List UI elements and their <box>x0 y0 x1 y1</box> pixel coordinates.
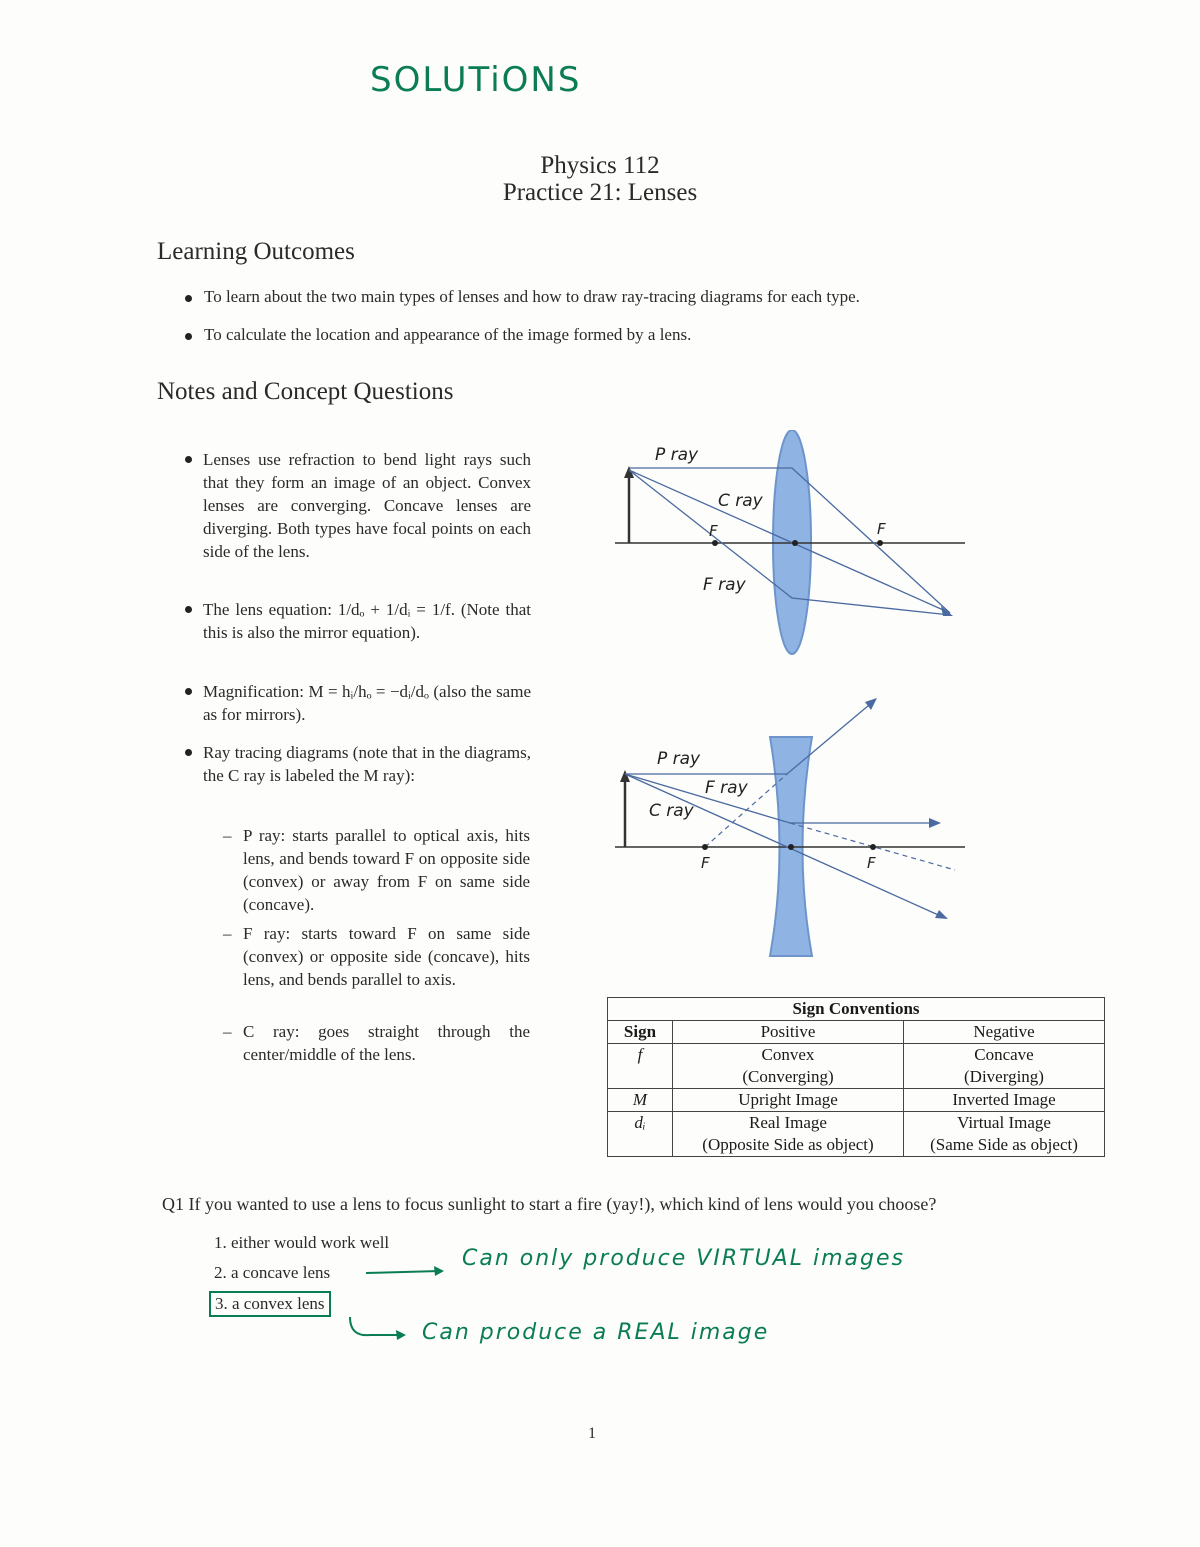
focal-point-right <box>870 844 876 850</box>
focal-point-left <box>712 540 718 546</box>
table-cell: f <box>608 1044 673 1067</box>
sign-conventions-table <box>607 997 1105 1157</box>
table-row <box>608 1066 1105 1089</box>
table-cell: (Diverging) <box>904 1066 1105 1089</box>
bullet-icon <box>185 295 192 302</box>
sub-bullet-text: C ray: goes straight through the center/middle of the lens. <box>243 1022 530 1064</box>
table-header-positive: Positive <box>673 1021 904 1044</box>
note-bullet-3 <box>203 680 531 726</box>
table-cell: (Converging) <box>673 1066 904 1089</box>
c-ray-label: C ray <box>649 801 694 821</box>
table-cell <box>608 1066 673 1089</box>
lens-center <box>788 844 794 850</box>
table-cell: Convex <box>673 1044 904 1067</box>
annotation-concave: Can only produce VIRTUAL images <box>462 1246 905 1271</box>
focal-label-left: F <box>701 854 710 872</box>
table-cell: Concave <box>904 1044 1105 1067</box>
table-row <box>608 1089 1105 1112</box>
practice-title: Practice 21: Lenses <box>502 179 698 206</box>
convex-lens-diagram <box>605 430 975 660</box>
sub-bullet-text: F ray: starts toward F on same side (convex) or opposite side (concave), hits lens, and bends parallel to axis. <box>243 924 530 989</box>
p-ray-label: P ray <box>657 749 701 769</box>
table-header-sign: Sign <box>608 1021 673 1044</box>
table-cell: Upright Image <box>673 1089 904 1112</box>
ray-arrow-head <box>929 818 941 828</box>
option-2: 2. a concave lens <box>214 1263 331 1282</box>
bullet-icon <box>185 456 192 463</box>
sub-bullet-text: P ray: starts parallel to optical axis, hits lens, and bends toward F on opposite side (convex) or away from F on same side (concave). <box>243 826 530 914</box>
table-header-negative: Negative <box>904 1021 1105 1044</box>
bullet-icon <box>185 688 192 695</box>
lens-center <box>792 540 798 546</box>
note-text: Magnification: M = hᵢ/hₒ = −dᵢ/dₒ (also the same as for mirrors). <box>203 682 531 724</box>
table-cell: dᵢ <box>608 1112 673 1135</box>
outcome-item-2 <box>185 324 1045 346</box>
sub-bullet-p-ray <box>223 824 530 916</box>
focal-point-right <box>877 540 883 546</box>
question-1 <box>162 1194 1062 1215</box>
arrow-line <box>350 1317 402 1335</box>
table-row <box>608 1134 1105 1157</box>
note-text: Ray tracing diagrams (note that in the diagrams, the C ray is labeled the M ray): <box>203 743 531 785</box>
table-cell <box>608 1134 673 1157</box>
table-cell: (Same Side as object) <box>904 1134 1105 1157</box>
bullet-icon <box>185 749 192 756</box>
outcome-item-1 <box>185 286 1045 308</box>
table-cell: (Opposite Side as object) <box>673 1134 904 1157</box>
arrow-line <box>366 1271 440 1273</box>
notes-heading: Notes and Concept Questions <box>157 378 454 405</box>
note-bullet-1 <box>203 448 531 563</box>
bullet-icon <box>185 606 192 613</box>
c-ray-label: C ray <box>718 491 763 511</box>
arrow-head-icon <box>434 1266 444 1276</box>
sub-bullet-c-ray <box>223 1020 530 1066</box>
option-3-circled: 3. a convex lens <box>209 1291 331 1317</box>
note-text: Lenses use refraction to bend light rays such that they form an image of an object. Convex lenses are converging. Concave lenses are diverging. Both types have focal points on each side of the lens. <box>203 450 531 561</box>
p-ray-label: P ray <box>655 445 699 465</box>
question-text: If you wanted to use a lens to focus sunlight to start a fire (yay!), which kind of lens would you choose? <box>188 1194 937 1214</box>
concave-lens-diagram <box>605 690 975 965</box>
table-cell: Virtual Image <box>904 1112 1105 1135</box>
note-bullet-2 <box>203 598 531 644</box>
ray-arrow-head <box>865 698 877 710</box>
note-text: The lens equation: 1/dₒ + 1/dᵢ = 1/f. (Note that this is also the mirror equation). <box>203 600 531 642</box>
course-title: Physics 112 <box>540 152 660 179</box>
ray-arrow-head <box>941 606 953 616</box>
focal-point-left <box>702 844 708 850</box>
focal-label-right: F <box>877 520 886 538</box>
ray-arrow-head <box>935 910 948 919</box>
dash-marker: – <box>223 924 232 943</box>
annotation-arrows <box>340 1255 460 1375</box>
table-cell: Inverted Image <box>904 1089 1105 1112</box>
table-row <box>608 1044 1105 1067</box>
annotation-convex: Can produce a REAL image <box>422 1320 770 1345</box>
focal-label-right: F <box>867 854 876 872</box>
table-cell: M <box>608 1089 673 1112</box>
table-title: Sign Conventions <box>608 998 1105 1021</box>
outcome-text: To learn about the two main types of lenses and how to draw ray-tracing diagrams for each type. <box>204 287 860 306</box>
arrow-head-icon <box>396 1330 406 1340</box>
learning-outcomes-heading: Learning Outcomes <box>157 238 355 265</box>
handwritten-solutions-title: SOLUTiONS <box>370 60 582 100</box>
question-label: Q1 <box>162 1194 184 1214</box>
f-ray-label: F ray <box>703 575 746 595</box>
option-1: 1. either would work well <box>214 1233 390 1252</box>
sub-bullet-f-ray <box>223 922 530 991</box>
table-row <box>608 1112 1105 1135</box>
note-bullet-4 <box>203 741 531 787</box>
page-number: 1 <box>588 1425 596 1442</box>
f-ray-label: F ray <box>705 778 748 798</box>
dash-marker: – <box>223 826 232 845</box>
bullet-icon <box>185 333 192 340</box>
dash-marker: – <box>223 1022 232 1041</box>
table-cell: Real Image <box>673 1112 904 1135</box>
outcome-text: To calculate the location and appearance of the image formed by a lens. <box>204 325 692 344</box>
focal-label-left: F <box>709 522 718 540</box>
